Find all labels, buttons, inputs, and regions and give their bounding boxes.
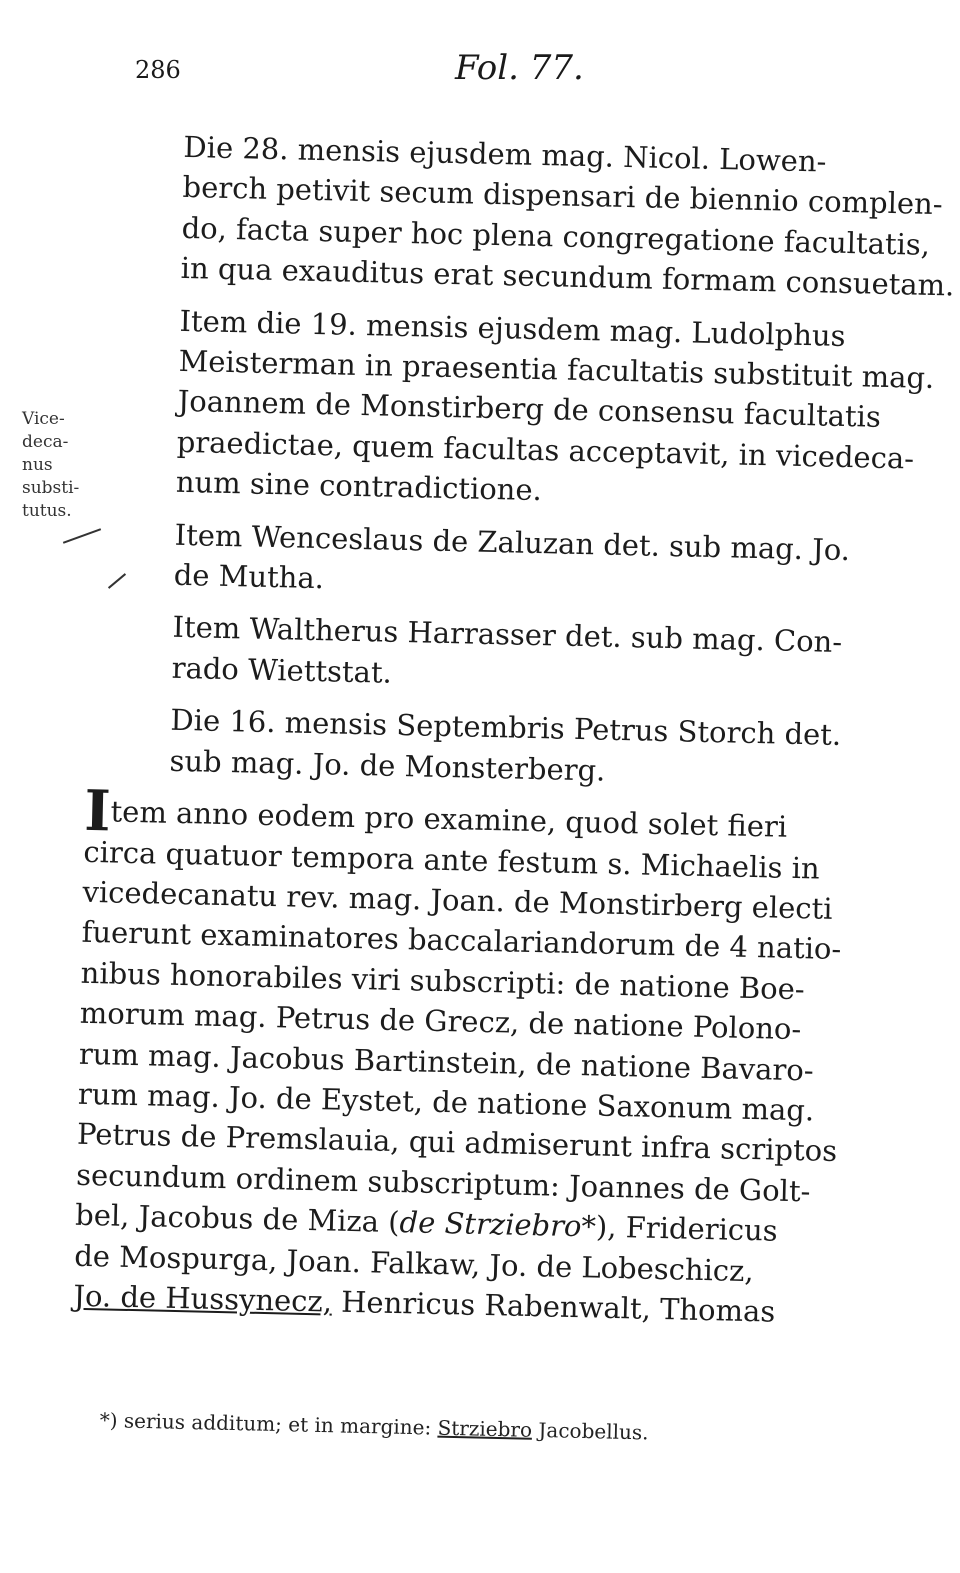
text-segment: ), Fridericus [595, 1209, 779, 1248]
text-line: Joannem de Monstirberg de consensu facultatis [177, 384, 882, 435]
paragraph-meisterman [91, 299, 935, 518]
text-line: secundum ordinem subscriptum: Joannes de Golt- [75, 1157, 811, 1209]
footnote-underlined: Strziebro [437, 1415, 533, 1442]
text-line: do, facta super hoc plena congregatione facultatis, [181, 210, 931, 262]
folio-mark: Fol. 77. [455, 48, 584, 88]
paragraph-lowenberch [96, 125, 955, 304]
drop-initial: I [83, 777, 112, 845]
text-line: de Mospurga, Joan. Falkaw, Jo. de Lobeschicz, [73, 1238, 755, 1288]
text-segment: Henricus Rabenwalt, Thomas [331, 1284, 776, 1329]
margin-note-line: nus [22, 455, 53, 475]
paragraph-waltherus [87, 605, 849, 703]
text-line: fuerunt examinatores baccalariandorum de 4 natio- [81, 915, 842, 967]
text-line: num sine contradictione. [175, 465, 543, 508]
margin-note-line: Vice- [22, 409, 65, 429]
text-line: rado Wiettstat. [171, 650, 393, 690]
text-line: Item Waltherus Harrasser det. sub mag. Con- [172, 610, 843, 660]
text-line: Meisterman in praesentia facultatis substituit mag. [178, 343, 935, 396]
underlined-name: Jo. de Hussynecz, [73, 1278, 333, 1319]
margin-note [22, 408, 102, 523]
footnote-mark: *) [99, 1408, 118, 1433]
text-segment: bel, Jacobus de Miza ( [74, 1197, 400, 1240]
text-line: berch petivit secum dispensari de biennio complen- [182, 170, 943, 222]
paragraph-wenceslaus [89, 513, 851, 611]
italic-annotation: de Strziebro* [399, 1205, 597, 1244]
text-line: Petrus de Premslauia, qui admiserunt infra scriptos [76, 1117, 838, 1169]
margin-note-line: substi- [22, 478, 80, 498]
first-line-text: tem anno eodem pro examine, quod solet fieri [110, 794, 788, 844]
body-text [73, 125, 955, 1345]
text-line: Item Wenceslaus de Zaluzan det. sub mag. Jo. [174, 517, 851, 567]
text-line: praedictae, quem facultas acceptavit, in vicedeca- [176, 424, 915, 476]
text-line: morum mag. Petrus de Grecz, de natione Polono- [79, 995, 802, 1047]
text-line: Die 16. mensis Septembris Petrus Storch det. [170, 703, 842, 753]
text-line: in qua exauditus erat secundum formam consuetam. [180, 251, 955, 303]
text-line: nibus honorabiles viri subscripti: de natione Boe- [80, 955, 806, 1006]
page-number: 286 [135, 56, 181, 84]
text-line: rum mag. Jacobus Bartinstein, de natione Bavaro- [78, 1036, 815, 1087]
margin-note-line: tutus. [22, 501, 72, 521]
footnote-text: serius additum; et in margine: [117, 1408, 438, 1440]
text-line: vicedecanatu rev. mag. Joan. de Monstirberg electi [82, 874, 833, 926]
footnote [99, 1408, 819, 1448]
paragraph-examinatores [73, 777, 845, 1333]
text-line: Item die 19. mensis ejusdem mag. Ludolphus [179, 303, 846, 353]
margin-note-line: deca- [22, 432, 69, 452]
text-line: de Mutha. [173, 557, 325, 596]
text-line: Die 28. mensis ejusdem mag. Nicol. Lowen- [183, 129, 827, 179]
page-header [135, 48, 835, 98]
text-line: rum mag. Jo. de Eystet, de natione Saxonum mag. [77, 1076, 815, 1128]
footnote-text: Jacobellus. [531, 1417, 649, 1445]
text-line: sub mag. Jo. de Monsterberg. [169, 743, 606, 788]
paragraph-storch [85, 698, 847, 796]
text-line: circa quatuor tempora ante festum s. Michaelis in [83, 834, 821, 886]
